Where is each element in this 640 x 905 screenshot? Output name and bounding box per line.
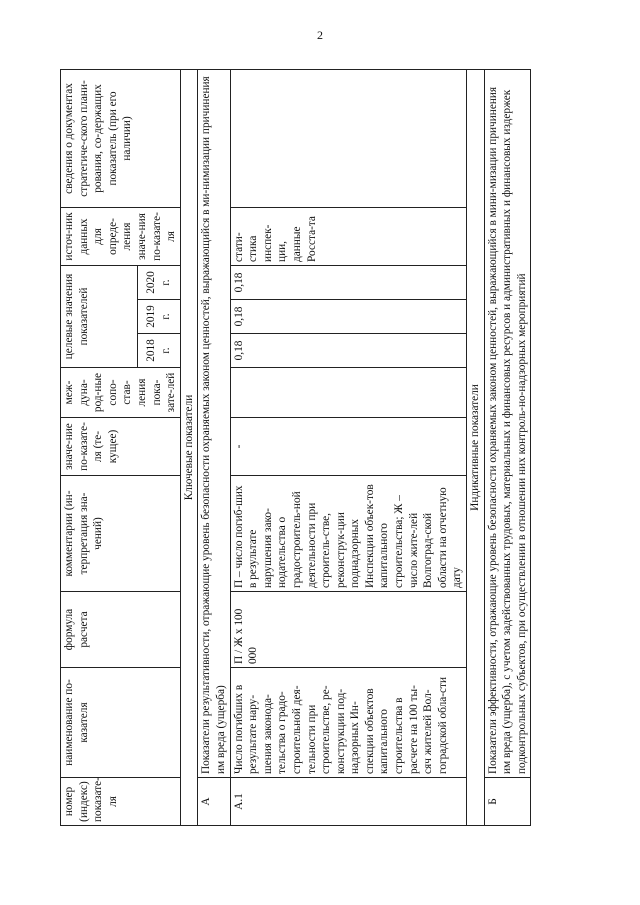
section-b-text: Показатели эффективности, отражающие уровень безопасности охраняемых законом ценностей, выражающийся в мини-мизации причинения им вреда (ущерба), с учетом задействованных трудовых, материальных и финансовых ресурсов и административных и финансовых издержек подконтрольных субъектов, при осуществлении в отношении них контроль-но-надзорных мероприятий <box>484 69 531 777</box>
section-a-code: А <box>198 778 230 826</box>
header-year-2020: 2020 г. <box>137 265 180 299</box>
a1-current: - <box>230 418 467 476</box>
header-index: номер (индекс) показате-ля <box>61 778 181 826</box>
header-year-2018: 2018 г. <box>137 334 180 368</box>
a1-docs <box>230 69 467 207</box>
a1-value-2019: 0,18 <box>230 300 467 334</box>
header-formula: формула расчета <box>61 592 181 668</box>
a1-source: стати-стика инспек-ции, данные Росста-та <box>230 207 467 265</box>
a1-comment: П – число погиб-ших в результате нарушения зако-нодательства о градостроитель-ной деятельности при строитель-стве, реконструк-ции поднадзорных Инспекции объек-тов капитального строительства; Ж – число жите-лей Волгоград-ской области на отчетную дату <box>230 476 467 592</box>
rotated-table-area <box>60 70 532 826</box>
header-intl: меж-дуна-род-ные сопо-став-ления пока-зате-лей <box>61 368 181 418</box>
header-docs: сведения о документах стратегиче-ского плани-рования, со-держащих показатель (при его наличии) <box>61 69 181 207</box>
key-indicators-title: Ключевые показатели <box>180 69 198 825</box>
a1-value-2018: 0,18 <box>230 334 467 368</box>
page-number: 2 <box>317 28 323 42</box>
header-row <box>61 69 138 825</box>
header-current: значе-ние по-казате-ля (те-кущее) <box>61 418 181 476</box>
a1-code: А.1 <box>230 778 467 826</box>
a1-name: Число погибших в результате нару-шения законода-тельства о градо-строительной дея-тельности при строительстве, ре-конструкции под-надзорных Ин-спекции объектов капитального строительства в расчете на 100 ты-сяч жителей Вол-гоградской обла-сти <box>230 668 467 778</box>
section-b-code: Б <box>484 778 531 826</box>
header-targets: целевые значения показателей <box>61 265 138 367</box>
a1-value-2020: 0,18 <box>230 265 467 299</box>
header-year-2019: 2019 г. <box>137 300 180 334</box>
section-a-text: Показатели результативности, отражающие уровень безопасности охраняемых законом ценностей, выражающийся в ми-нимизации причинения им вреда (ущерба) <box>198 69 230 777</box>
row-a1 <box>230 69 467 825</box>
section-b-row <box>484 69 531 825</box>
section-a-row <box>198 69 230 825</box>
a1-intl <box>230 368 467 418</box>
a1-formula: П / Ж х 100 000 <box>230 592 467 668</box>
header-name: наименование по-казателя <box>61 668 181 778</box>
header-comment: комментарии (ин-терпретация зна-чений) <box>61 476 181 592</box>
indicative-indicators-title: Индикативные показатели <box>467 69 485 825</box>
indicators-table <box>60 69 531 826</box>
indicative-title-row <box>467 69 485 825</box>
header-source: источ-ник данных для опреде-ления значе-ния по-казате-ля <box>61 207 181 265</box>
key-title-row <box>180 69 198 825</box>
